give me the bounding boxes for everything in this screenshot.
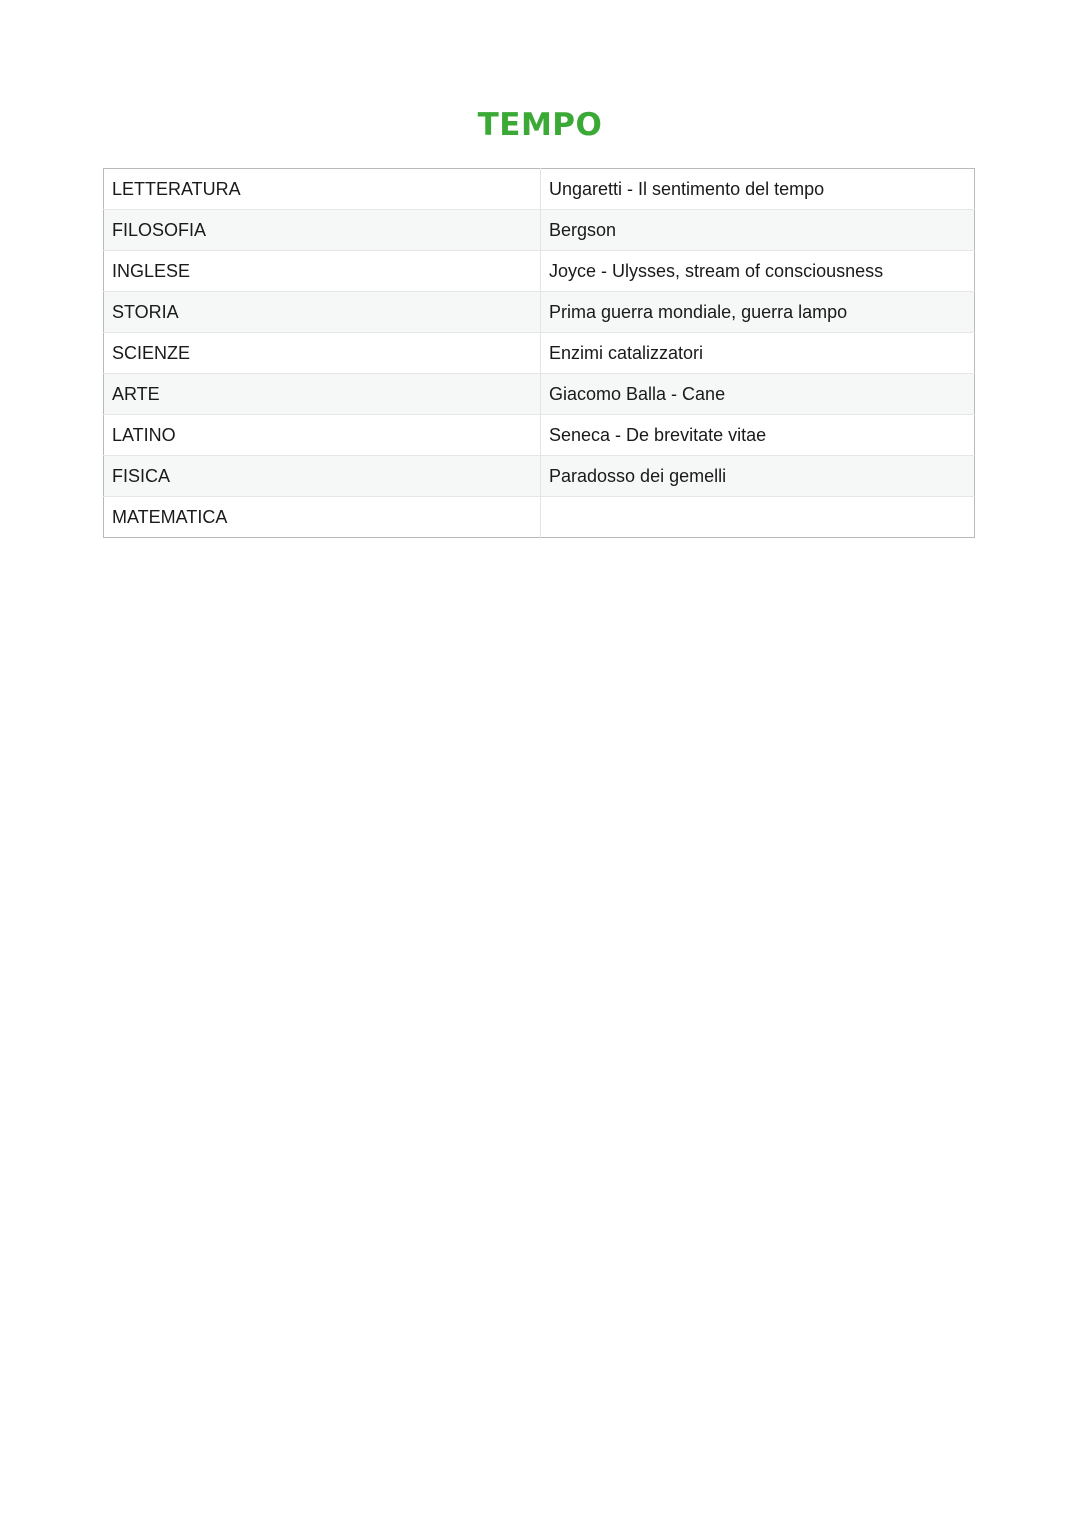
topic-cell: Giacomo Balla - Cane [541,374,975,415]
topic-cell [541,497,975,538]
table-row [104,497,975,538]
page-title: TEMPO [477,107,603,143]
subject-cell: INGLESE [104,251,541,292]
table-row [104,333,975,374]
subject-cell: ARTE [104,374,541,415]
subjects-table [103,168,975,538]
table-row [104,456,975,497]
table-row [104,292,975,333]
subject-cell: STORIA [104,292,541,333]
topic-cell: Bergson [541,210,975,251]
topic-cell: Prima guerra mondiale, guerra lampo [541,292,975,333]
table-row [104,251,975,292]
subject-cell: MATEMATICA [104,497,541,538]
subject-cell: FILOSOFIA [104,210,541,251]
table-row [104,169,975,210]
table-row [104,374,975,415]
table-row [104,415,975,456]
topic-cell: Joyce - Ulysses, stream of consciousness [541,251,975,292]
topic-cell: Paradosso dei gemelli [541,456,975,497]
topic-cell: Ungaretti - Il sentimento del tempo [541,169,975,210]
subject-cell: LETTERATURA [104,169,541,210]
table-row [104,210,975,251]
subject-cell: SCIENZE [104,333,541,374]
subject-cell: LATINO [104,415,541,456]
subject-cell: FISICA [104,456,541,497]
topic-cell: Seneca - De brevitate vitae [541,415,975,456]
topic-cell: Enzimi catalizzatori [541,333,975,374]
